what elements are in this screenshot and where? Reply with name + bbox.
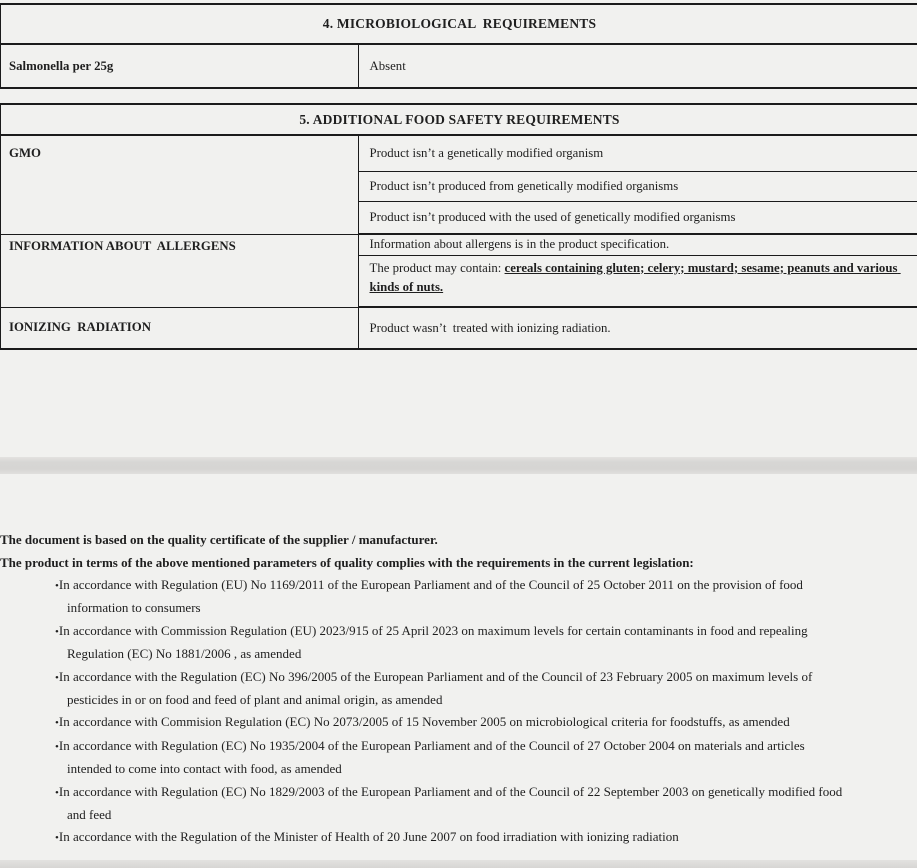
allergens-list: cereals containing gluten; celery; mustard; sesame; peanuts and various kinds of nuts. xyxy=(369,260,901,294)
allergens-statement-prefix: The product may contain: xyxy=(369,260,505,275)
regulation-item: • In accordance with Regulation (EU) No 1169/2011 of the European Parliament and of the Council of 25 October 2011 on the provision of food information to consumers xyxy=(67,574,852,620)
gmo-statement-2: Product isn’t produced from genetically modified organisms xyxy=(358,171,917,201)
regulation-item: • In accordance with Commision Regulation (EC) No 2073/2005 of 15 November 2005 on microbiological criteria for foodstuffs, as amended xyxy=(67,711,852,734)
parameter-label-ionizing-radiation: IONIZING RADIATION xyxy=(0,307,358,349)
microbiological-requirements-table xyxy=(0,3,917,89)
gmo-statement-3: Product isn’t produced with the used of genetically modified organisms xyxy=(358,201,917,234)
additional-safety-section-header: 5. ADDITIONAL FOOD SAFETY REQUIREMENTS xyxy=(0,104,917,135)
parameter-label-gmo: GMO xyxy=(0,135,358,234)
regulation-item: • In accordance with Regulation (EC) No 1935/2004 of the European Parliament and of the Council of 27 October 2004 on materials and articles intended to come into contact with food, as amended xyxy=(67,735,852,781)
legislation-text-block xyxy=(0,528,852,850)
allergens-statement-1: Information about allergens is in the product specification. xyxy=(358,234,917,255)
parameter-value-salmonella: Absent xyxy=(369,58,406,73)
ionizing-radiation-statement: Product wasn’t treated with ionizing radiation. xyxy=(369,320,611,335)
microbiological-section-header: 4. MICROBIOLOGICAL REQUIREMENTS xyxy=(0,4,917,44)
regulation-item: • In accordance with the Regulation of the Minister of Health of 20 June 2007 on food irradiation with ionizing radiation xyxy=(67,826,852,849)
page-separator-band xyxy=(0,457,917,474)
parameter-label-allergens: INFORMATION ABOUT ALLERGENS xyxy=(0,234,358,307)
legal-intro-line-2: The product in terms of the above mentioned parameters of quality complies with the requirements in the current legislation: xyxy=(0,555,694,570)
legal-intro-line-1: The document is based on the quality certificate of the supplier / manufacturer. xyxy=(0,532,438,547)
regulation-list xyxy=(0,574,852,850)
regulation-item: • In accordance with Regulation (EC) No 1829/2003 of the European Parliament and of the Council of 22 September 2003 on genetically modified food and feed xyxy=(67,781,852,827)
allergens-statement-2 xyxy=(358,255,917,307)
regulation-item: • In accordance with the Regulation (EC) No 396/2005 of the European Parliament and of the Council of 23 February 2005 on maximum levels of pesticides in or on food and feed of plant and animal origin, as amended xyxy=(67,666,852,712)
gmo-statement-1: Product isn’t a genetically modified organism xyxy=(358,135,917,171)
additional-food-safety-table xyxy=(0,103,917,350)
bottom-separator-band xyxy=(0,860,917,868)
parameter-label-salmonella: Salmonella per 25g xyxy=(0,44,358,88)
regulation-item: • In accordance with Commission Regulation (EU) 2023/915 of 25 April 2023 on maximum levels for certain contaminants in food and repealing Regulation (EC) No 1881/2006 , as amended xyxy=(67,620,852,666)
